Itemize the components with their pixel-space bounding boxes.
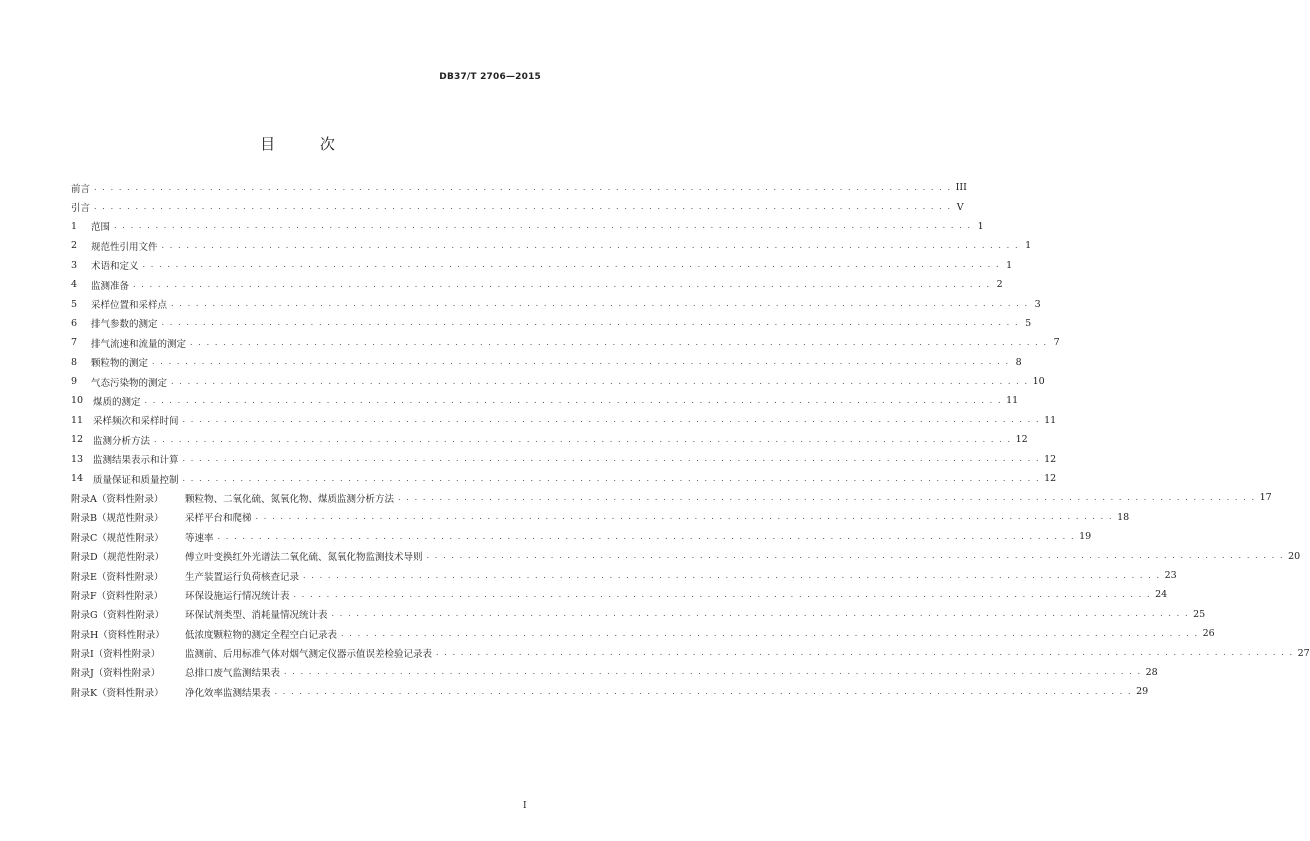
toc-entry-title: 监测分析方法: [93, 435, 151, 447]
appendix-title: 采样平台和爬梯: [185, 513, 252, 525]
appendix-title: 环保设施运行情况统计表: [185, 590, 290, 602]
appendix-page: 25: [1193, 608, 1206, 620]
appendix-page: 18: [1117, 511, 1130, 523]
toc-entry-title: 采样位置和采样点: [91, 300, 168, 312]
toc-entry[interactable]: [71, 217, 984, 236]
toc-entry-page: 7: [1053, 337, 1060, 349]
appendix-page: 29: [1136, 686, 1149, 698]
toc-entry-title: 排气流速和流量的测定: [91, 338, 187, 350]
toc-appendix-entry[interactable]: [71, 566, 1177, 585]
toc-entry[interactable]: [71, 256, 1013, 275]
toc-entry[interactable]: [71, 178, 967, 197]
toc-appendix-entry[interactable]: [71, 508, 1130, 527]
toc-entry-page: 1: [1006, 259, 1013, 271]
toc-entry[interactable]: [71, 294, 1041, 313]
appendix-title: 净化效率监测结果表: [185, 687, 271, 699]
appendix-title: 傅立叶变换红外光谱法二氧化硫、氮氧化物监测技术导则: [185, 552, 423, 564]
toc-entry-page: 2: [996, 279, 1003, 291]
toc-entry-page: 8: [1015, 356, 1022, 368]
toc-entry-number: 7: [71, 337, 78, 349]
toc-entry-number: 8: [71, 356, 78, 368]
toc-entry-number: 12: [71, 434, 84, 446]
dot-leader: . . . . . . . . . . . . . . . . . . . . . . . . . . . . . . . . . . . . . . . . . . . . . . . . . . . . . . . . . . . . . . . . . . . . . . . . . . . . . . . . . . . . . . . . . . . . . . . . . . . . . . . .: [274, 686, 1133, 696]
appendix-page: 24: [1155, 589, 1168, 601]
toc-entry-title: 气态污染物的测定: [91, 377, 168, 389]
toc-entry-page: 12: [1044, 453, 1057, 465]
toc-entry-title: 监测结果表示和计算: [93, 455, 179, 467]
page-number: I: [523, 801, 527, 811]
dot-leader: . . . . . . . . . . . . . . . . . . . . . . . . . . . . . . . . . . . . . . . . . . . . . . . . . . . . . . . . . . . . . . . . . . . . . . . . . . . . . . . . . . . . . . . . . . . . . . . . . . . . . . . .: [182, 454, 1041, 464]
toc-entry[interactable]: [71, 372, 1045, 391]
toc-appendix-entry[interactable]: [71, 663, 1158, 682]
toc-entry-page: 10: [1032, 376, 1045, 388]
toc-entry[interactable]: [71, 449, 1057, 468]
toc-entry-number: 1: [71, 220, 78, 232]
dot-leader: . . . . . . . . . . . . . . . . . . . . . . . . . . . . . . . . . . . . . . . . . . . . . . . . . . . . . . . . . . . . . . . . . . . . . . . . . . . . . . . . . . . . . . . . . . . . . . . . . . . . . . . .: [142, 260, 1001, 270]
dot-leader: . . . . . . . . . . . . . . . . . . . . . . . . . . . . . . . . . . . . . . . . . . . . . . . . . . . . . . . . . . . . . . . . . . . . . . . . . . . . . . . . . . . . . . . . . . . . . . . . . . . . . . . .: [436, 648, 1294, 658]
toc-entry[interactable]: [71, 197, 964, 216]
appendix-title: 生产装置运行负荷核查记录: [185, 571, 300, 583]
toc-entry-number: 14: [71, 473, 84, 485]
appendix-title: 低浓度颗粒物的测定全程空白记录表: [185, 629, 338, 641]
dot-leader: . . . . . . . . . . . . . . . . . . . . . . . . . . . . . . . . . . . . . . . . . . . . . . . . . . . . . . . . . . . . . . . . . . . . . . . . . . . . . . . . . . . . . . . . . . . . . . . . . . . . . . . .: [217, 531, 1076, 541]
dot-leader: . . . . . . . . . . . . . . . . . . . . . . . . . . . . . . . . . . . . . . . . . . . . . . . . . . . . . . . . . . . . . . . . . . . . . . . . . . . . . . . . . . . . . . . . . . . . . . . . . . . . . . . .: [133, 279, 991, 289]
toc-appendix-entry[interactable]: [71, 585, 1168, 604]
toc-entry[interactable]: [71, 469, 1057, 488]
toc-entry-number: 13: [71, 453, 84, 465]
toc-entry-title: 规范性引用文件: [91, 241, 158, 253]
toc-entry[interactable]: [71, 314, 1032, 333]
toc-entry[interactable]: [71, 275, 1003, 294]
dot-leader: . . . . . . . . . . . . . . . . . . . . . . . . . . . . . . . . . . . . . . . . . . . . . . . . . . . . . . . . . . . . . . . . . . . . . . . . . . . . . . . . . . . . . . . . . . . . . . . . . . . . . . . .: [190, 337, 1048, 347]
dot-leader: . . . . . . . . . . . . . . . . . . . . . . . . . . . . . . . . . . . . . . . . . . . . . . . . . . . . . . . . . . . . . . . . . . . . . . . . . . . . . . . . . . . . . . . . . . . . . . . . . . . . . . . .: [293, 589, 1152, 599]
dot-leader: . . . . . . . . . . . . . . . . . . . . . . . . . . . . . . . . . . . . . . . . . . . . . . . . . . . . . . . . . . . . . . . . . . . . . . . . . . . . . . . . . . . . . . . . . . . . . . . . . . . . . . . .: [154, 434, 1012, 444]
toc-entry-page: 1: [977, 220, 984, 232]
dot-leader: . . . . . . . . . . . . . . . . . . . . . . . . . . . . . . . . . . . . . . . . . . . . . . . . . . . . . . . . . . . . . . . . . . . . . . . . . . . . . . . . . . . . . . . . . . . . . . . . . . . . . . . .: [303, 570, 1161, 580]
appendix-label: 附录I（资料性附录）: [71, 649, 161, 661]
dot-leader: . . . . . . . . . . . . . . . . . . . . . . . . . . . . . . . . . . . . . . . . . . . . . . . . . . . . . . . . . . . . . . . . . . . . . . . . . . . . . . . . . . . . . . . . . . . . . . . . . . . . . . . .: [182, 415, 1041, 425]
dot-leader: . . . . . . . . . . . . . . . . . . . . . . . . . . . . . . . . . . . . . . . . . . . . . . . . . . . . . . . . . . . . . . . . . . . . . . . . . . . . . . . . . . . . . . . . . . . . . . . . . . . . . . . .: [94, 182, 952, 192]
toc-entry-page: 5: [1025, 317, 1032, 329]
appendix-label: 附录B（规范性附录）: [71, 513, 164, 525]
appendix-page: 23: [1164, 570, 1177, 581]
dot-leader: . . . . . . . . . . . . . . . . . . . . . . . . . . . . . . . . . . . . . . . . . . . . . . . . . . . . . . . . . . . . . . . . . . . . . . . . . . . . . . . . . . . . . . . . . . . . . . . . . . . . . . . .: [94, 202, 952, 212]
toc-entry-title: 颗粒物的测定: [91, 358, 149, 370]
appendix-label: 附录G（资料性附录）: [71, 610, 165, 622]
toc-entry[interactable]: [71, 391, 1019, 410]
toc-entry-number: 3: [71, 259, 78, 271]
appendix-label: 附录H（资料性附录）: [71, 629, 165, 641]
toc-entry-page: 11: [1044, 414, 1057, 426]
dot-leader: . . . . . . . . . . . . . . . . . . . . . . . . . . . . . . . . . . . . . . . . . . . . . . . . . . . . . . . . . . . . . . . . . . . . . . . . . . . . . . . . . . . . . . . . . . . . . . . . . . . . . . . .: [171, 299, 1029, 309]
toc-entry-page: V: [956, 201, 964, 213]
toc-appendix-entry[interactable]: [71, 682, 1149, 701]
toc-appendix-entry[interactable]: [71, 546, 1301, 565]
toc-entry[interactable]: [71, 430, 1028, 449]
toc-entry-page: 11: [1006, 395, 1019, 407]
document-code: DB37/T 2706—2015: [439, 72, 541, 82]
toc-appendix-entry[interactable]: [71, 605, 1206, 624]
appendix-page: 20: [1288, 550, 1301, 562]
page-title: 目 次: [260, 135, 355, 153]
toc-entry[interactable]: [71, 236, 1032, 255]
toc-entry-title: 引言: [71, 203, 91, 215]
toc-entry-title: 范围: [91, 222, 111, 234]
toc-entry-number: 2: [71, 240, 78, 252]
appendix-page: 19: [1079, 531, 1092, 543]
toc-entry-title: 煤质的测定: [93, 396, 141, 408]
appendix-title: 监测前、后用标准气体对烟气测定仪器示值误差检验记录表: [185, 649, 433, 661]
toc-entry-number: 10: [71, 395, 84, 407]
dot-leader: . . . . . . . . . . . . . . . . . . . . . . . . . . . . . . . . . . . . . . . . . . . . . . . . . . . . . . . . . . . . . . . . . . . . . . . . . . . . . . . . . . . . . . . . . . . . . . . . . . . . . . . .: [152, 357, 1010, 367]
appendix-page: 28: [1145, 666, 1158, 678]
toc-entry-number: 5: [71, 298, 78, 310]
toc-entry[interactable]: [71, 411, 1057, 430]
toc-entry-title: 质量保证和质量控制: [93, 474, 179, 486]
appendix-title: 环保试剂类型、消耗量情况统计表: [185, 610, 328, 622]
toc-entry-title: 前言: [71, 183, 91, 195]
dot-leader: . . . . . . . . . . . . . . . . . . . . . . . . . . . . . . . . . . . . . . . . . . . . . . . . . . . . . . . . . . . . . . . . . . . . . . . . . . . . . . . . . . . . . . . . . . . . . . . . . . . . . . . .: [284, 667, 1142, 677]
toc-entry-number: 4: [71, 279, 78, 291]
toc-entry-title: 术语和定义: [91, 261, 139, 273]
dot-leader: . . . . . . . . . . . . . . . . . . . . . . . . . . . . . . . . . . . . . . . . . . . . . . . . . . . . . . . . . . . . . . . . . . . . . . . . . . . . . . . . . . . . . . . . . . . . . . . . . . . . . . . .: [398, 492, 1256, 502]
appendix-label: 附录K（资料性附录）: [71, 687, 164, 699]
dot-leader: . . . . . . . . . . . . . . . . . . . . . . . . . . . . . . . . . . . . . . . . . . . . . . . . . . . . . . . . . . . . . . . . . . . . . . . . . . . . . . . . . . . . . . . . . . . . . . . . . . . . . . . .: [161, 240, 1020, 250]
appendix-label: 附录A（资料性附录）: [71, 493, 164, 505]
appendix-title: 总排口废气监测结果表: [185, 668, 281, 680]
toc-entry-title: 监测准备: [91, 280, 130, 292]
toc-entry-page: 12: [1044, 473, 1057, 485]
toc-appendix-entry[interactable]: [71, 527, 1092, 546]
appendix-label: 附录D（规范性附录）: [71, 552, 165, 564]
toc-entry[interactable]: [71, 353, 1022, 372]
toc-appendix-entry[interactable]: [71, 624, 1215, 643]
toc-appendix-entry[interactable]: [71, 643, 1310, 662]
appendix-label: 附录E（资料性附录）: [71, 571, 164, 583]
dot-leader: . . . . . . . . . . . . . . . . . . . . . . . . . . . . . . . . . . . . . . . . . . . . . . . . . . . . . . . . . . . . . . . . . . . . . . . . . . . . . . . . . . . . . . . . . . . . . . . . . . . . . . . .: [161, 318, 1020, 328]
appendix-title: 颗粒物、二氧化硫、氮氧化物、煤质监测分析方法: [185, 493, 395, 505]
dot-leader: . . . . . . . . . . . . . . . . . . . . . . . . . . . . . . . . . . . . . . . . . . . . . . . . . . . . . . . . . . . . . . . . . . . . . . . . . . . . . . . . . . . . . . . . . . . . . . . . . . . . . . . .: [426, 551, 1285, 561]
appendix-label: 附录J（资料性附录）: [71, 668, 161, 680]
toc-entry-page: III: [955, 182, 967, 194]
toc-entry-number: 11: [71, 414, 84, 426]
toc-entry-page: 12: [1015, 434, 1028, 446]
dot-leader: . . . . . . . . . . . . . . . . . . . . . . . . . . . . . . . . . . . . . . . . . . . . . . . . . . . . . . . . . . . . . . . . . . . . . . . . . . . . . . . . . . . . . . . . . . . . . . . . . . . . . . . .: [255, 512, 1114, 522]
toc-entry-page: 1: [1025, 240, 1032, 252]
appendix-label: 附录F（资料性附录）: [71, 590, 164, 602]
toc-entry[interactable]: [71, 333, 1060, 352]
appendix-page: 26: [1202, 628, 1215, 640]
appendix-page: 17: [1259, 492, 1272, 504]
dot-leader: . . . . . . . . . . . . . . . . . . . . . . . . . . . . . . . . . . . . . . . . . . . . . . . . . . . . . . . . . . . . . . . . . . . . . . . . . . . . . . . . . . . . . . . . . . . . . . . . . . . . . . . .: [341, 628, 1199, 638]
toc-entry-number: 6: [71, 317, 78, 329]
toc-entry-title: 排气参数的测定: [91, 319, 158, 331]
dot-leader: . . . . . . . . . . . . . . . . . . . . . . . . . . . . . . . . . . . . . . . . . . . . . . . . . . . . . . . . . . . . . . . . . . . . . . . . . . . . . . . . . . . . . . . . . . . . . . . . . . . . . . . .: [114, 221, 972, 231]
dot-leader: . . . . . . . . . . . . . . . . . . . . . . . . . . . . . . . . . . . . . . . . . . . . . . . . . . . . . . . . . . . . . . . . . . . . . . . . . . . . . . . . . . . . . . . . . . . . . . . . . . . . . . . .: [144, 395, 1003, 405]
appendix-title: 等速率: [185, 532, 214, 544]
toc-entry-title: 采样频次和采样时间: [93, 416, 179, 428]
appendix-page: 27: [1297, 647, 1310, 659]
toc-entry-number: 9: [71, 376, 78, 388]
toc-entry-page: 3: [1034, 298, 1041, 310]
appendix-label: 附录C（规范性附录）: [71, 532, 164, 544]
dot-leader: . . . . . . . . . . . . . . . . . . . . . . . . . . . . . . . . . . . . . . . . . . . . . . . . . . . . . . . . . . . . . . . . . . . . . . . . . . . . . . . . . . . . . . . . . . . . . . . . . . . . . . . .: [331, 609, 1190, 619]
dot-leader: . . . . . . . . . . . . . . . . . . . . . . . . . . . . . . . . . . . . . . . . . . . . . . . . . . . . . . . . . . . . . . . . . . . . . . . . . . . . . . . . . . . . . . . . . . . . . . . . . . . . . . . .: [171, 376, 1029, 386]
toc-appendix-entry[interactable]: [71, 488, 1272, 507]
dot-leader: . . . . . . . . . . . . . . . . . . . . . . . . . . . . . . . . . . . . . . . . . . . . . . . . . . . . . . . . . . . . . . . . . . . . . . . . . . . . . . . . . . . . . . . . . . . . . . . . . . . . . . . .: [182, 473, 1041, 483]
table-of-contents: [71, 178, 1310, 702]
